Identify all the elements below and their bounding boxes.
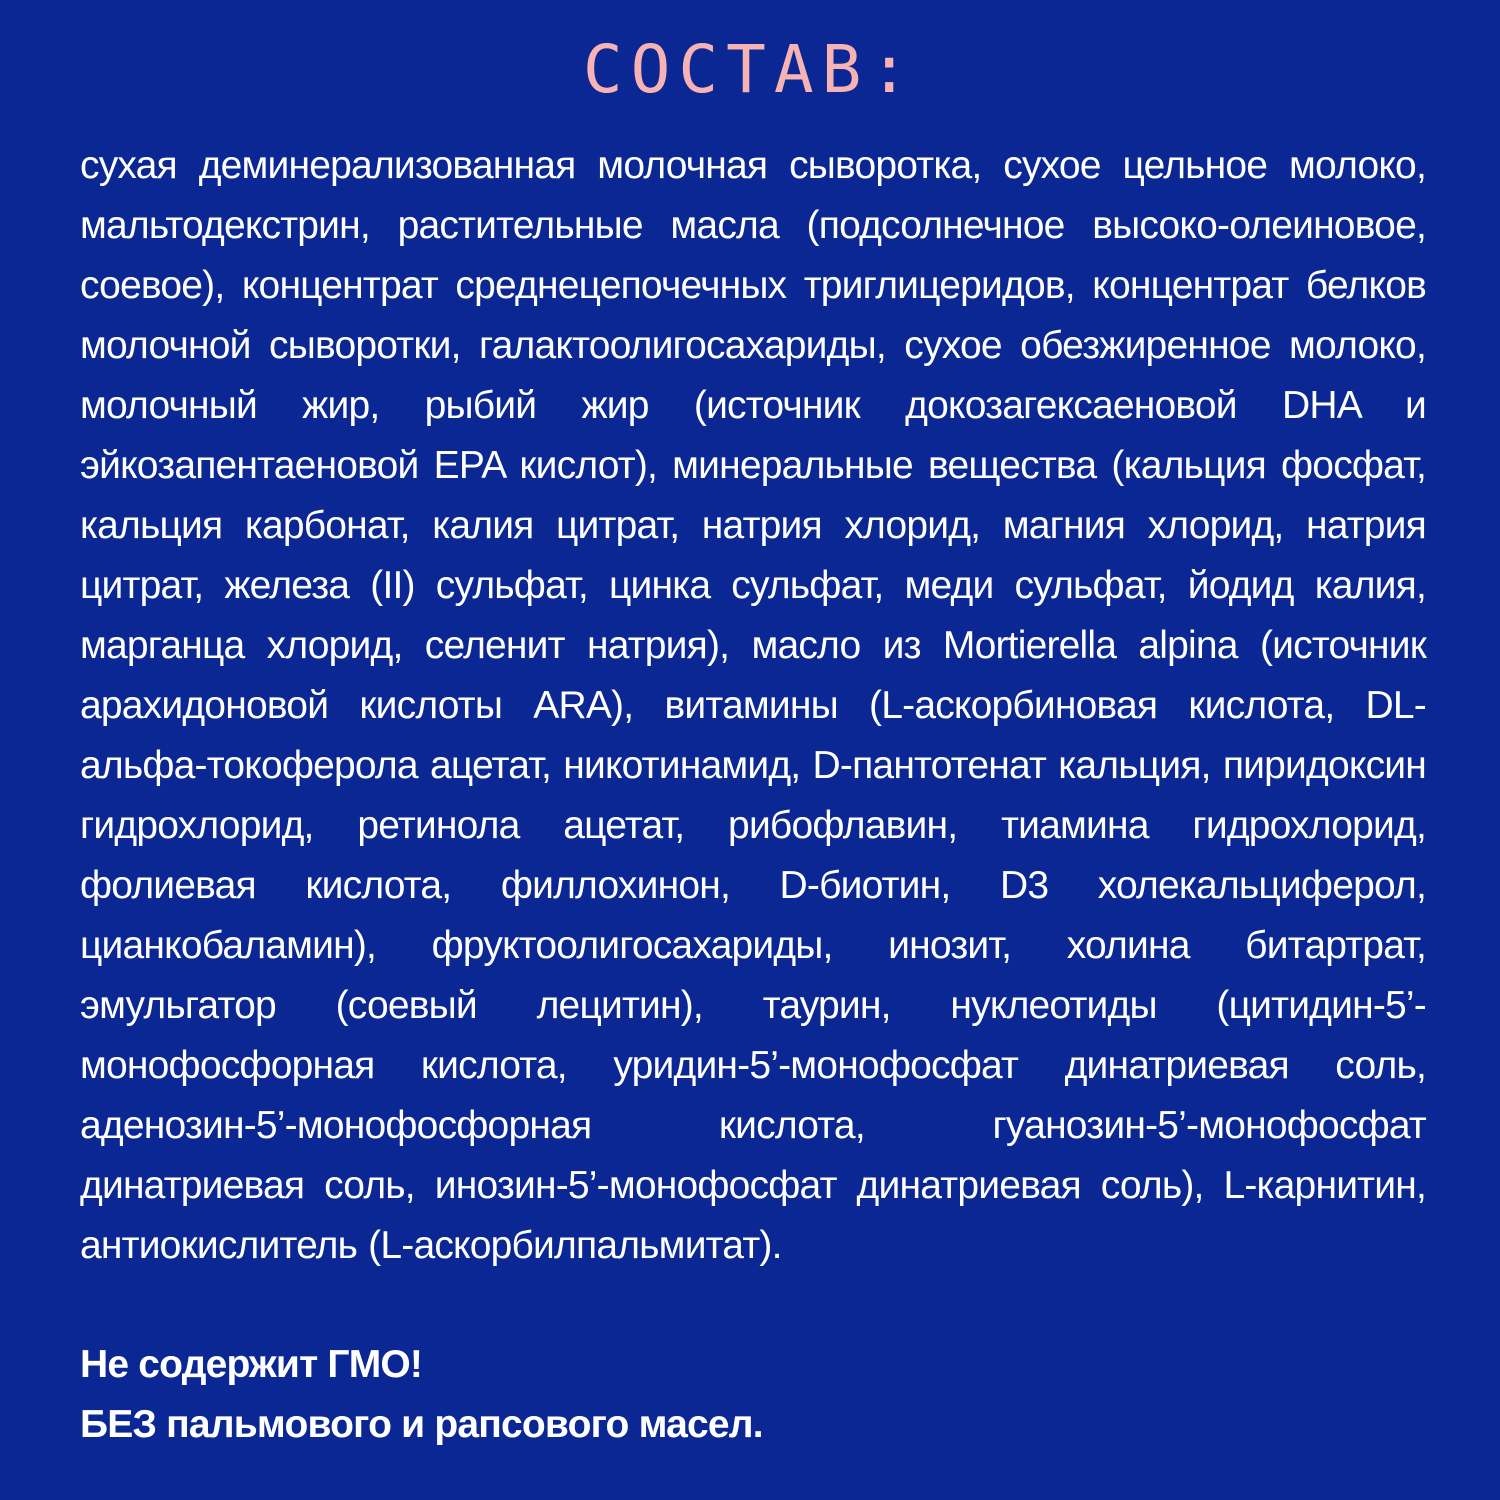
- gmo-free-note: Не содержит ГМО!: [80, 1343, 423, 1386]
- composition-title: СОСТАВ:: [582, 31, 918, 108]
- no-palm-rapeseed-oil-note: БЕЗ пальмового и рапсового масел.: [80, 1403, 763, 1446]
- ingredients-text: сухая деминерализованная молочная сыворотка, сухое цельное молоко, мальтодекстрин, растительные масла (подсолнечное высоко-олеиновое, соевое), концентрат среднецепочечных триглицеридов, концентрат белков молочной сыворотки, галактоолигосахариды, сухое обезжиренное молоко, молочный жир, рыбий жир (источник докозагексаеновой DHA и эйкозапентаеновой EPA кислот), минеральные вещества (кальция фосфат, кальция карбонат, калия цитрат, натрия хлорид, магния хлорид, натрия цитрат, железа (II) сульфат, цинка сульфат, меди сульфат, йодид калия, марганца хлорид, селенит натрия), масло из Mortierella alpina (источник арахидоновой кислоты ARA), витамины (L-аскорбиновая кислота, DL-альфа-токоферола ацетат, никотинамид, D-пантотенат кальция, пиридоксин гидрохлорид, ретинола ацетат, рибофлавин, тиамина гидрохлорид, фолиевая кислота, филлохинон, D-биотин, D3 холекальциферол, цианкобаламин), фруктоолигосахариды, инозит, холина битартрат, эмульгатор (соевый лецитин), таурин, нуклеотиды (цитидин-5’-монофосфорная кислота, уридин-5’-монофосфат динатриевая соль, аденозин-5’-монофосфорная кислота, гуанозин-5’-монофосфат динатриевая соль, инозин-5’-монофосфат динатриевая соль), L-карнитин, антиокислитель (L-аскорбилпальмитат).: [80, 144, 1426, 1267]
